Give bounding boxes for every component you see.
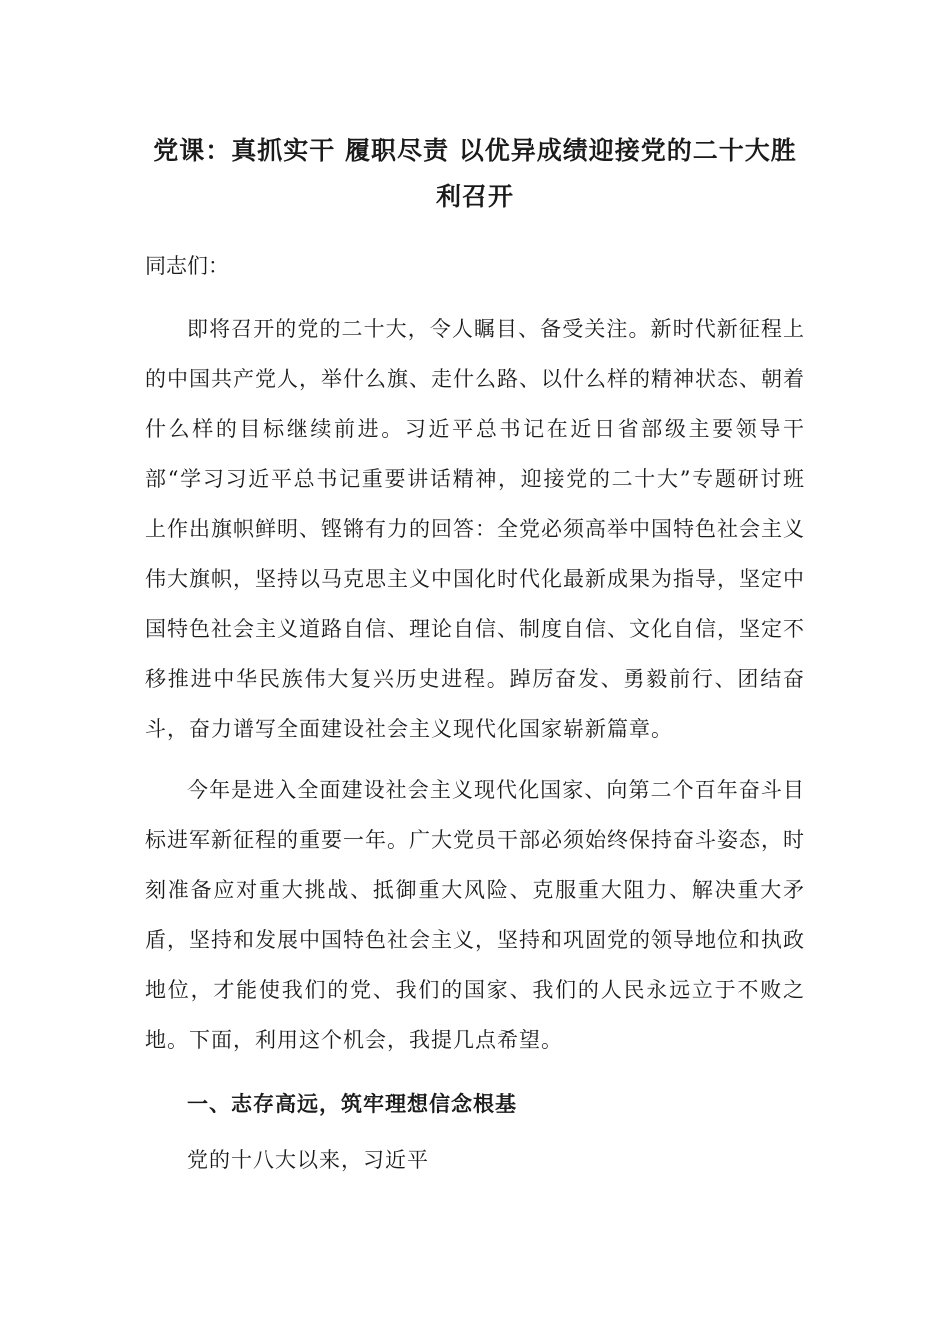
section-paragraph: 党的十八大以来，习近平 [187,1148,429,1172]
paragraph-1: 即将召开的党的二十大，令人瞩目、备受关注。新时代新征程上的中国共产党人，举什么旗、走什么路、以什么样的精神状态、朝着什么样的目标继续前进。习近平总书记在近日省部级主要领导干部“学习习近平总书记重要讲话精神，迎接党的二十大”专题研讨班上作出旗帜鲜明、铿锵有力的回答：全党必须高举中国特色社会主义伟大旗帜，坚持以马克思主义中国化时代化最新成果为指导，坚定中国特色社会主义道路自信、理论自信、制度自信、文化自信，坚定不移推进中华民族伟大复兴历史进程。踔厉奋发、勇毅前行、团结奋斗，奋力谱写全面建设社会主义现代化国家崭新篇章。 [145,317,805,741]
salutation: 同志们： [145,254,229,278]
section-heading: 一、志存高远，筑牢理想信念根基 [187,1091,517,1116]
paragraph-2: 今年是进入全面建设社会主义现代化国家、向第二个百年奋斗目标进军新征程的重要一年。广大党员干部必须始终保持奋斗姿态，时刻准备应对重大挑战、抵御重大风险、克服重大阻力、解决重大矛盾，坚持和发展中国特色社会主义，坚持和巩固党的领导地位和执政地位，才能使我们的党、我们的国家、我们的人民永远立于不败之地。下面，利用这个机会，我提几点希望。 [145,778,805,1052]
document-title: 党课：真抓实干 履职尽责 以优异成绩迎接党的二十大胜利召开 [153,136,797,211]
